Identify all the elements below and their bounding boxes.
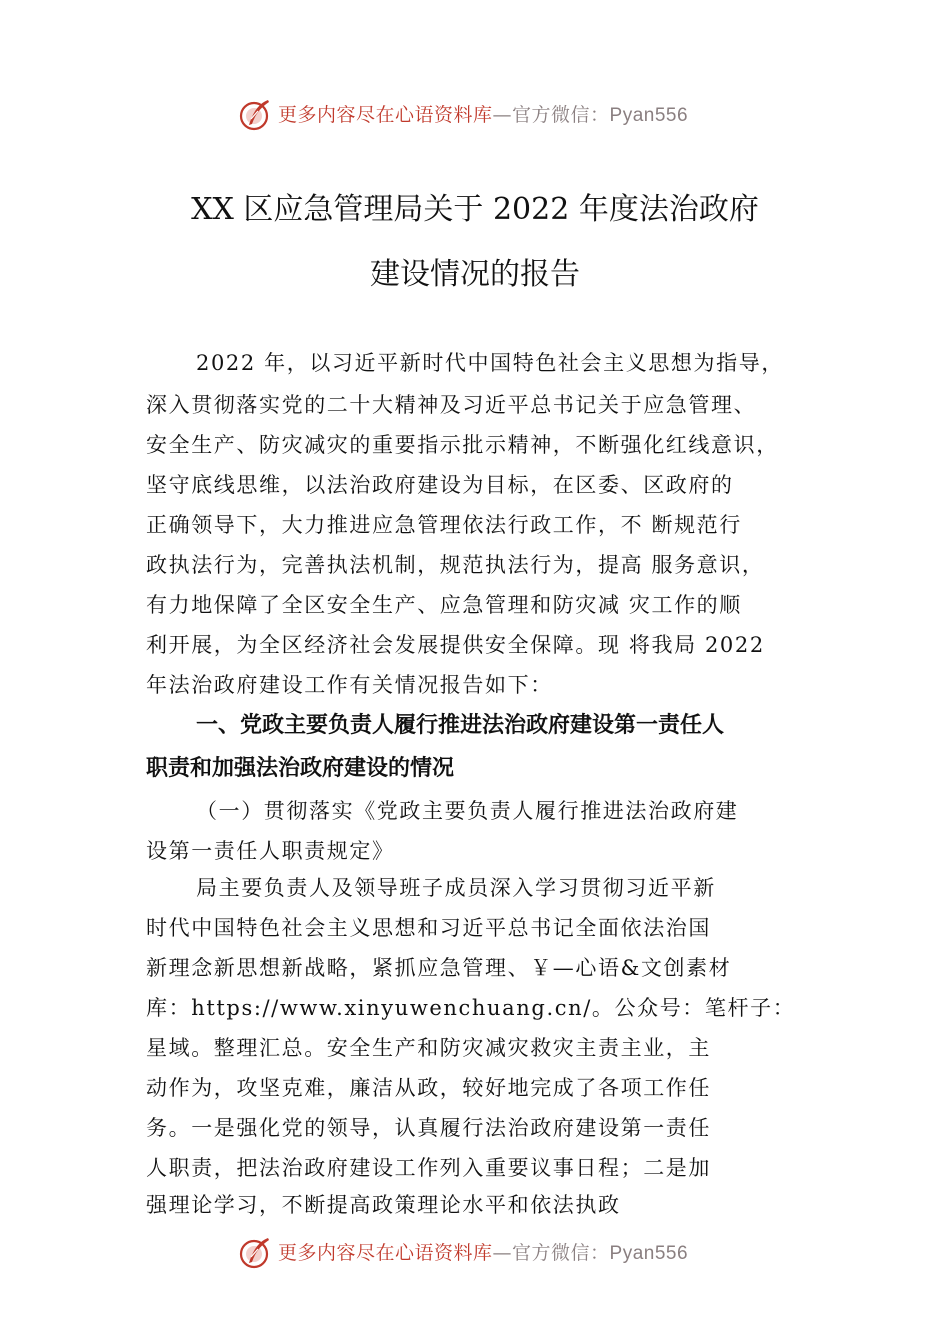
banner-wechat-label: 官方微信： [512, 1242, 610, 1264]
banner-wechat-label: 官方微信： [512, 104, 610, 126]
section-heading-line: 职责和加强法治政府建设的情况 [146, 756, 455, 781]
paragraph-2-line: 人职责，把法治政府建设工作列入重要议事日程；二是加 [146, 1156, 711, 1180]
document-title-line-1: XX 区应急管理局关于 2022 年度法治政府 [191, 192, 759, 227]
paragraph-2-line: 局主要负责人及领导班子成员深入学习贯彻习近平新 [196, 876, 716, 900]
banner-dash: — [492, 104, 513, 126]
banner-dash: — [492, 1242, 513, 1264]
banner-site-name: 更多内容尽在心语资料库 [278, 104, 493, 126]
paragraph-1-line: 2022 年，以习近平新时代中国特色社会主义思想为指导， [196, 351, 784, 375]
section-heading-line: 一、党政主要负责人履行推进法治政府建设第一责任人 [196, 713, 725, 738]
banner-wechat-id: Pyan556 [609, 105, 689, 126]
subsection-heading-line: 设第一责任人职责规定》 [146, 839, 395, 863]
document-title-line-2: 建设情况的报告 [370, 257, 580, 292]
paragraph-2-line: 务。一是强化党的领导，认真履行法治政府建设第一责任 [146, 1116, 711, 1140]
banner-text [278, 103, 688, 128]
paragraph-1-line: 深入贯彻落实党的二十大精神及习近平总书记关于应急管理、 [146, 393, 757, 417]
footer-banner [0, 1233, 950, 1273]
header-banner [0, 95, 950, 135]
paragraph-2-line: 库：https://www.xinyuwenchuang.cn/。公众号：笔杆子： [146, 996, 796, 1020]
paragraph-1-line: 年法治政府建设工作有关情况报告如下： [146, 673, 553, 697]
subsection-heading-line: （一）贯彻落实《党政主要负责人履行推进法治政府建 [196, 799, 739, 823]
banner-wechat-id: Pyan556 [609, 1243, 689, 1264]
paragraph-1-line: 坚守底线思维，以法治政府建设为目标，在区委、区政府的 [146, 473, 734, 497]
paragraph-2-line: 强理论学习，不断提高政策理论水平和依法执政 [146, 1193, 621, 1217]
paragraph-1-line: 正确领导下，大力推进应急管理依法行政工作，不 断规范行 [146, 513, 742, 537]
paragraph-1-line: 政执法行为，完善执法机制，规范执法行为，提高 服务意识， [146, 553, 765, 577]
paragraph-1-line: 利开展，为全区经济社会发展提供安全保障。现 将我局 2022 [146, 633, 765, 657]
paragraph-1-line: 安全生产、防灾减灾的重要指示批示精神，不断强化红线意识， [146, 433, 779, 457]
paragraph-2-line: 新理念新思想新战略，紧抓应急管理、￥—心语&文创素材 [146, 956, 732, 980]
quill-logo-icon [238, 1235, 274, 1271]
banner-text [278, 1241, 688, 1266]
paragraph-2-line: 星域。整理汇总。安全生产和防灾减灾救灾主责主业，主 [146, 1036, 711, 1060]
quill-logo-icon [238, 97, 274, 133]
paragraph-1-line: 有力地保障了全区安全生产、应急管理和防灾减 灾工作的顺 [146, 593, 742, 617]
paragraph-2-line: 时代中国特色社会主义思想和习近平总书记全面依法治国 [146, 916, 711, 940]
paragraph-2-line: 动作为，攻坚克难，廉洁从政，较好地完成了各项工作任 [146, 1076, 711, 1100]
banner-site-name: 更多内容尽在心语资料库 [278, 1242, 493, 1264]
